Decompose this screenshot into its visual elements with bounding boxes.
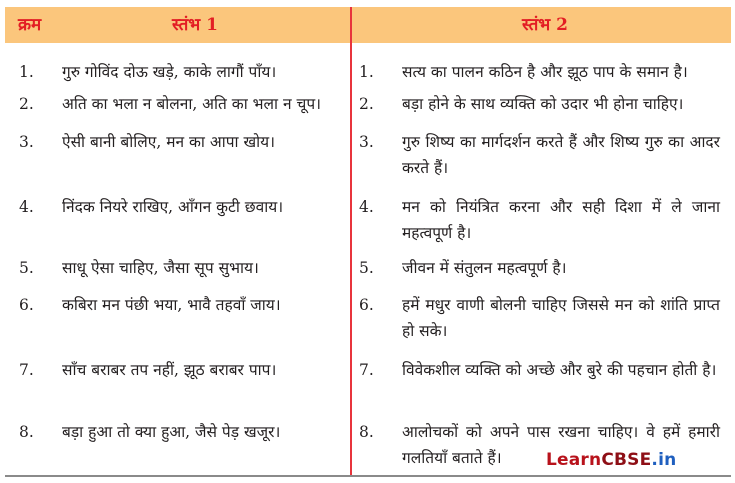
col1-row-text: गुरु गोविंद दोऊ खड़े, काके लागौं पाँय। [62,63,277,81]
col2-row-text: सत्य का पालन कठिन है और झूठ पाप के समान है। [402,63,688,81]
header-column-1: स्तंभ 1 [171,15,218,35]
col2-row-text: हमें मधुर वाणी बोलनी चाहिए जिससे मन को शांति प्राप्त हो सके। [402,296,720,340]
col2-row-number: 3. [359,133,374,151]
col1-row-number: 4. [19,198,34,216]
watermark-learn: Learn [546,450,602,470]
col1-row-text: निंदक नियरे राखिए, आँगन कुटी छवाय। [62,198,284,216]
col1-row-text: ऐसी बानी बोलिए, मन का आपा खोय। [62,133,276,151]
matching-table [5,7,731,476]
col2-row-text: विवेकशील व्यक्ति को अच्छे और बुरे की पहचान होती है। [402,361,717,379]
header-column-2: स्तंभ 2 [521,15,568,35]
col2-row-text: बड़ा होने के साथ व्यक्ति को उदार भी होना चाहिए। [402,95,684,113]
col1-row-text: अति का भला न बोलना, अति का भला न चूप। [62,95,322,113]
col1-row-number: 7. [19,361,34,379]
col1-row-number: 3. [19,133,34,151]
col2-row-number: 2. [359,95,374,113]
col2-row-text: जीवन में संतुलन महत्वपूर्ण है। [402,259,567,277]
learncbse-watermark [546,449,676,471]
col2-row-number: 5. [359,259,374,277]
header-serial: क्रम [18,15,42,35]
watermark-in: .in [651,450,677,470]
table-header-band [5,7,731,43]
col2-row-text: आलोचकों को अपने पास रखना चाहिए। वे हमें हमारी गलतियाँ बताते हैं। [402,423,720,467]
col2-row-number: 8. [359,423,374,441]
table-bottom-border [5,475,731,477]
col1-row-text: बड़ा हुआ तो क्या हुआ, जैसे पेड़ खजूर। [62,423,281,441]
col1-row-text: साँच बराबर तप नहीं, झूठ बराबर पाप। [62,361,277,379]
col1-row-text: साधू ऐसा चाहिए, जैसा सूप सुभाय। [62,259,259,277]
col1-row-number: 1. [19,63,34,81]
col2-row-number: 4. [359,198,374,216]
col2-row-number: 7. [359,361,374,379]
col1-row-number: 2. [19,95,34,113]
col2-row-text: गुरु शिष्य का मार्गदर्शन करते हैं और शिष्य गुरु का आदर करते हैं। [402,133,720,177]
col1-row-number: 5. [19,259,34,277]
col2-row-number: 6. [359,296,374,314]
col1-row-text: कबिरा मन पंछी भया, भावै तहवाँ जाय। [62,296,281,314]
watermark-cbse: CBSE [601,450,652,470]
column-divider [350,7,352,476]
col1-row-number: 8. [19,423,34,441]
col1-row-number: 6. [19,296,34,314]
col2-row-text: मन को नियंत्रित करना और सही दिशा में ले जाना महत्वपूर्ण है। [402,198,720,242]
col2-row-number: 1. [359,63,374,81]
